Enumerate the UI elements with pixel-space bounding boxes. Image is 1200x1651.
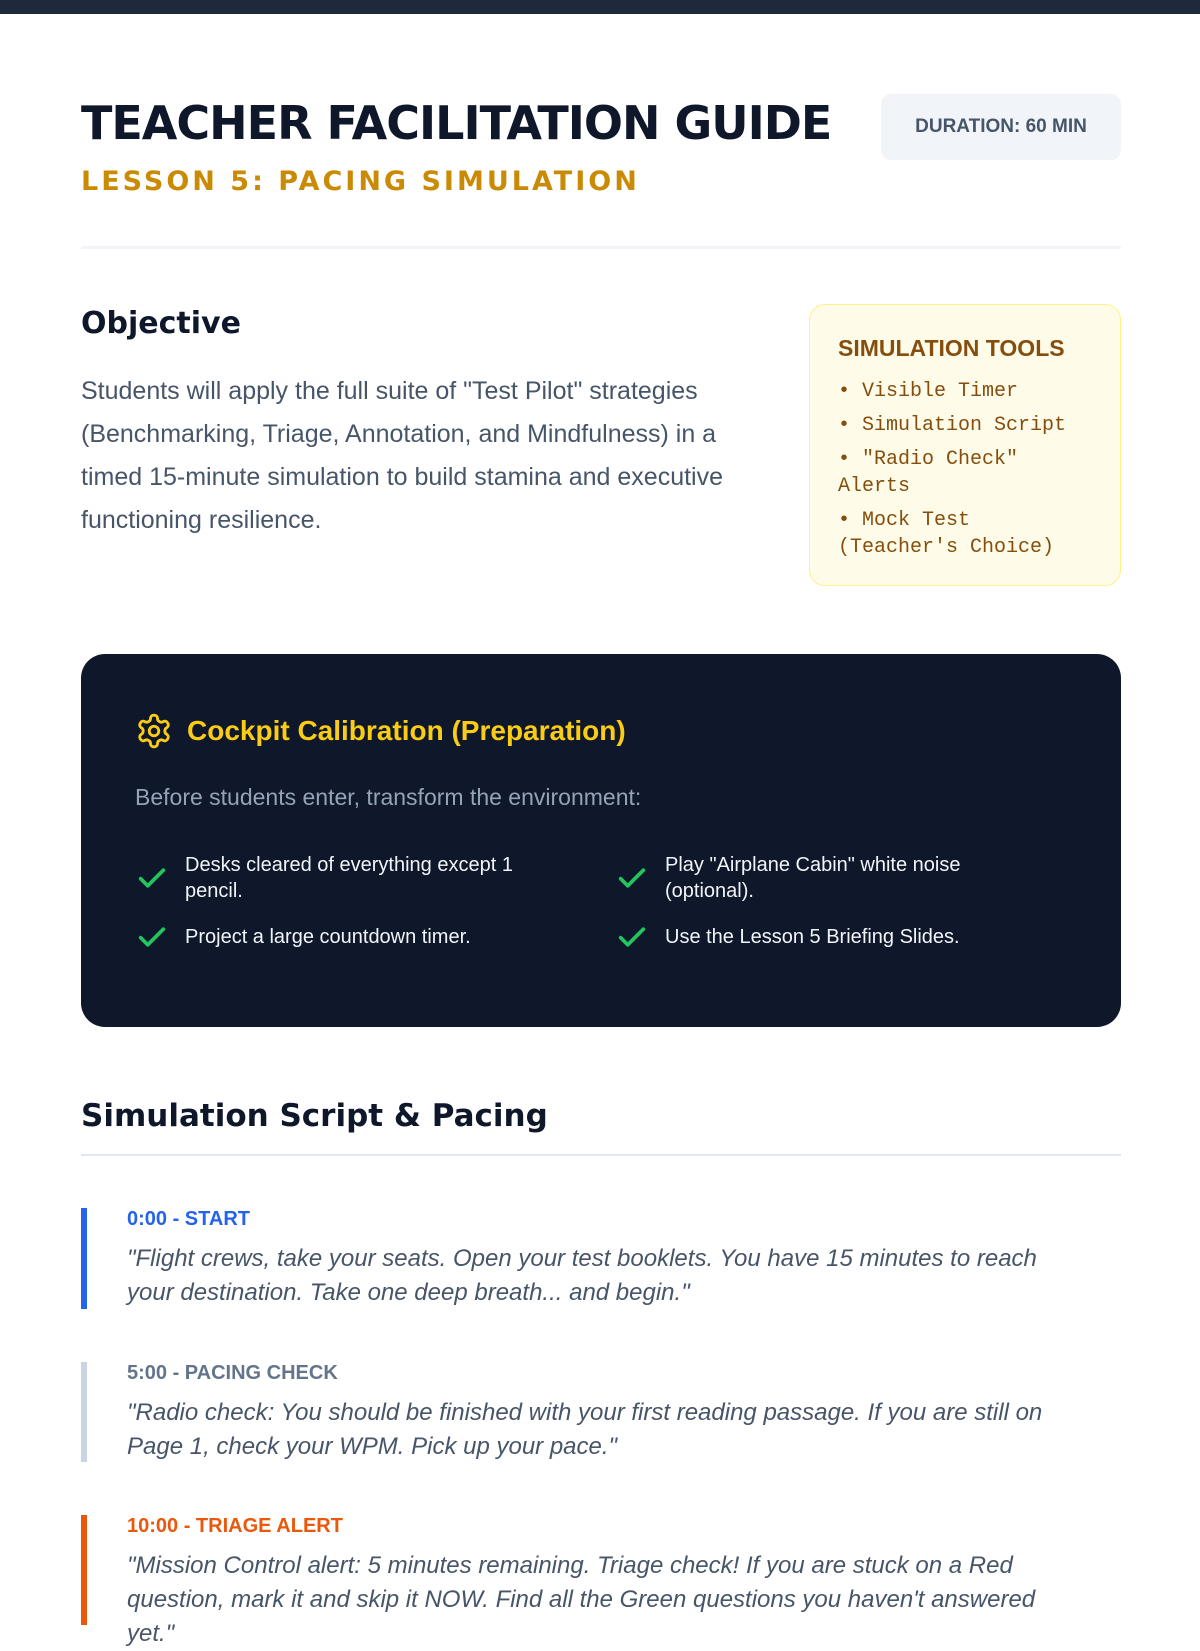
script-step xyxy=(81,1362,1121,1464)
checklist-item xyxy=(615,852,1035,904)
simulation-tools-card xyxy=(809,304,1121,586)
objective-heading: Objective xyxy=(81,306,241,341)
tool-item: • Simulation Script xyxy=(838,414,1067,437)
simulation-tools-list xyxy=(838,378,1092,561)
checklist-item-text: Use the Lesson 5 Briefing Slides. xyxy=(665,926,960,948)
step-quote: "Flight crews, take your seats. Open your test booklets. You have 15 minutes to reach your destination. Take one deep breath... and begin." xyxy=(127,1245,1037,1306)
cockpit-title: Cockpit Calibration (Preparation) xyxy=(187,715,626,746)
check-icon xyxy=(615,920,649,954)
gear-icon xyxy=(135,712,173,750)
check-icon xyxy=(615,861,649,895)
tool-item: • Visible Timer xyxy=(838,380,1019,403)
script-heading: Simulation Script & Pacing xyxy=(81,1098,548,1134)
checklist-item-text: Desks cleared of everything except 1 pencil. xyxy=(185,854,513,902)
tool-item: • Mock Test (Teacher's Choice) xyxy=(838,509,1055,559)
step-time-label: 10:00 - TRIAGE ALERT xyxy=(127,1515,343,1537)
step-time-label: 0:00 - START xyxy=(127,1208,250,1230)
script-divider xyxy=(81,1154,1121,1156)
checklist-item xyxy=(615,920,1035,954)
script-step xyxy=(81,1208,1121,1310)
cockpit-header xyxy=(135,712,626,750)
step-time-label: 5:00 - PACING CHECK xyxy=(127,1362,338,1384)
step-accent-bar xyxy=(81,1362,87,1462)
checklist-item xyxy=(135,920,555,954)
page-title: TEACHER FACILITATION GUIDE xyxy=(81,96,832,150)
checklist-item-text: Project a large countdown timer. xyxy=(185,926,471,948)
script-step xyxy=(81,1515,1121,1651)
checklist-item xyxy=(135,852,555,904)
step-accent-bar xyxy=(81,1515,87,1625)
check-icon xyxy=(135,920,169,954)
cockpit-calibration-card xyxy=(81,654,1121,1027)
simulation-tools-title: SIMULATION TOOLS xyxy=(838,335,1065,361)
check-icon xyxy=(135,861,169,895)
top-bar xyxy=(0,0,1200,14)
lesson-subtitle: LESSON 5: PACING SIMULATION xyxy=(81,166,640,197)
step-quote: "Radio check: You should be finished with your first reading passage. If you are still on Page 1, check your WPM. Pick up your pace." xyxy=(127,1399,1043,1460)
checklist-item-text: Play "Airplane Cabin" white noise (optional). xyxy=(665,854,961,902)
header-divider xyxy=(81,246,1121,249)
cockpit-intro: Before students enter, transform the environment: xyxy=(135,784,642,810)
step-accent-bar xyxy=(81,1208,87,1309)
duration-badge: DURATION: 60 MIN xyxy=(881,94,1121,160)
step-quote: "Mission Control alert: 5 minutes remaining. Triage check! If you are stuck on a Red question, mark it and skip it NOW. Find all the Green questions you haven't answered yet." xyxy=(127,1552,1036,1647)
objective-text: Students will apply the full suite of "Test Pilot" strategies (Benchmarking, Triage, Annotation, and Mindfulness) in a timed 15-minute simulation to build stamina and executive functioning resilience. xyxy=(81,377,724,534)
tool-item: • "Radio Check" Alerts xyxy=(838,448,1019,498)
